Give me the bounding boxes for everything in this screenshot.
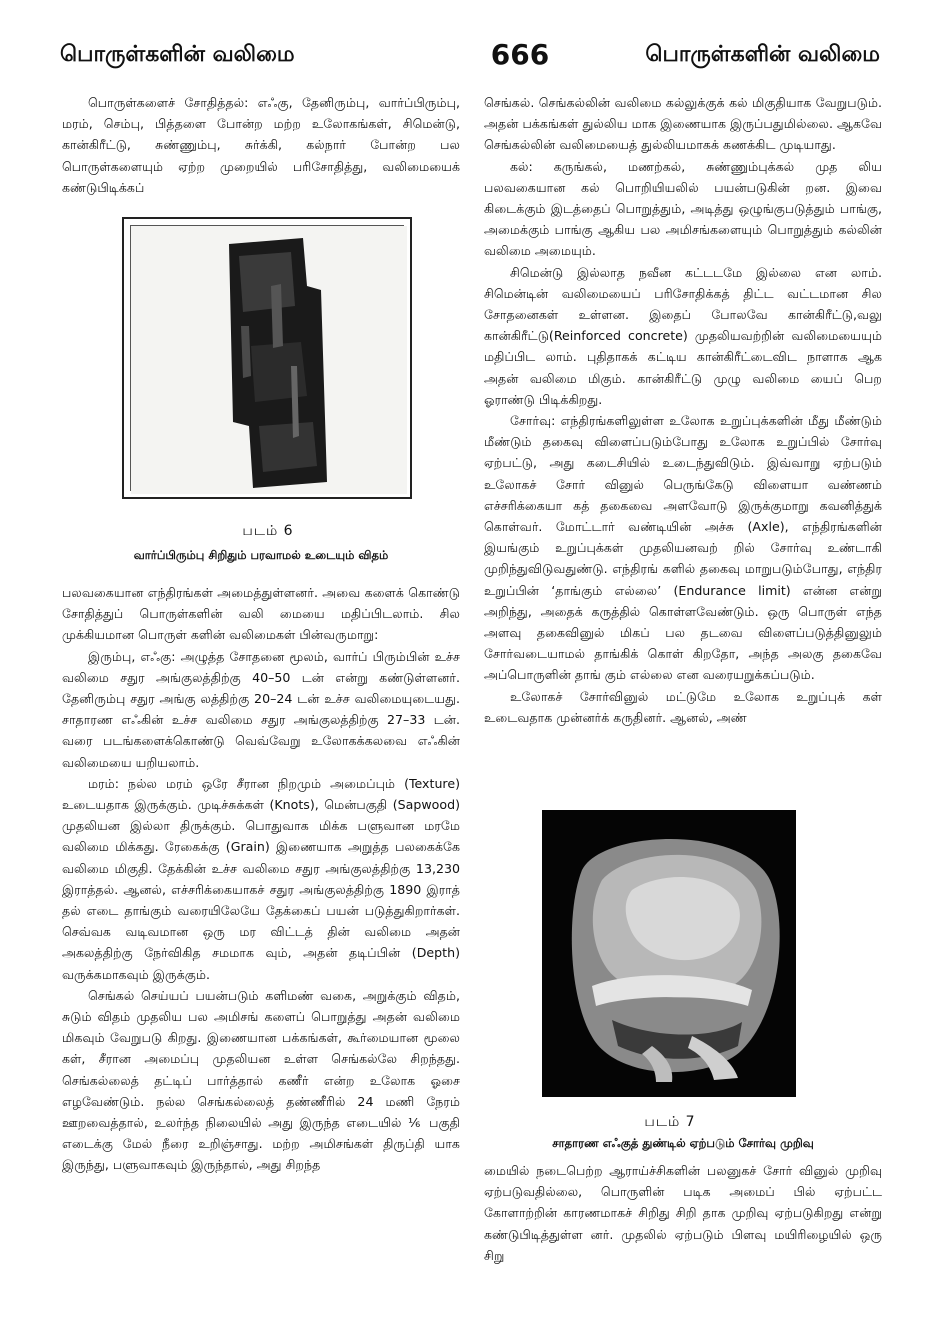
paragraph: சோர்வு: எந்திரங்களிலுள்ள உலோக உறுப்புக்களின் மீது மீண்டும் மீண்டும் தகைவு விளைப்படும்போது உலோக உறுப்பில் சோர்வு ஏற்பட்டு, அது கடைசியில் உடைந்துவிடும். இவ்வாறு ஏற்படும் உலோகச் சோர் வினுல் பெருங்கேடு விளையா வண்ணம் எச்சரிக்கையா கத் தகைவை அளவோடு இருக்குமாறு கவனித்துக் கொள்வர். மோட்டார் வண்டியின் அச்சு (Axle), எந்திரங்களின் இயங்கும் உறுப்புக்கள் முதலியனவற் றில் சோர்வு உண்டாகி முறிந்துவிடுவதுண்டு. எந்திரங் களில் தகைவு மாறுபடும்போது, எந்திர உறுப்பின் ‘தாங்கும் எல்லை’ (Endurance limit) என்ன என்று அறிந்து, அதைக் கருத்தில் கொள்ளவேண்டும். ஒரு பொருள் எந்த அளவு தகைவினுல் மிகப் பல தடவை விளைப்படுத்தினுலும் சோர்வடையாமல் தாங்கிக் கொள் கிறதோ, அந்த அலகு தகைவே அப்பொருளின் தாங் கும் எல்லை என வரையறுக்கப்படும். bbox=[484, 413, 882, 683]
left-column-top bbox=[62, 92, 460, 198]
figure-number: படம் 7 bbox=[644, 1114, 696, 1130]
header-right-title: பொருள்களின் வலிமை bbox=[645, 42, 880, 67]
paragraph: செங்கல் செய்யப் பயன்படும் களிமண் வகை, அறுக்கும் விதம், சுடும் விதம் முதலிய பல அமிசங் களைப் பொறுத்து அதன் வலிமை மிகவும் வேறுபடு கிறது. இணையான பக்கங்கள், கூர்மையான மூலை கள், சீரான அமைப்பு முதலியன உள்ள செங்கல்லே சிறந்தது. செங்கல்லைத் தட்டிப் பார்த்தால் கணீர் என்ற உலோக ஓசை எழவேண்டும். நல்ல செங்கல்லைத் தண்ணீரில் 24 மணி நேரம் ஊறவைத்தால், உலர்ந்த நிலையில் அது இருந்த எடையில் ⅙ பகுதி எடைக்கு மேல் நீரை உறிஞ்சாது. மற்ற அமிசங்கள் திருப்தி யாக இருந்து, பளுவாகவும் இருந்தால், அது சிறந்த bbox=[62, 987, 460, 1173]
right-column-bottom bbox=[484, 1160, 882, 1266]
figure-number: படம் 6 bbox=[242, 523, 294, 539]
paragraph: மரம்: நல்ல மரம் ஒரே சீரான நிறமும் அமைப்பும் (Texture) உடையதாக இருக்கும். முடிச்சுக்கள் (Knots), மென்பகுதி (Sapwood) முதலியன இல்லா திருக்கும். பொதுவாக மிக்க பளுவான மரமே வலிமை மிக்கது. ரேகைக்கு (Grain) இணையாக அறுத்த பலகைக்கே வலிமை மிகுதி. தேக்கின் உச்ச வலிமை சதுர அங்குலத்திற்கு 13,230 இராத்தல். ஆனல், எச்சரிக்கையாகச் சதுர அங்குலத்திற்கு 1890 இராத் தல் எடை தாங்கும் வரையிலேயே தேக்கைப் பயன் படுத்துகிறார்கள். செவ்வக வடிவமான ஒரு மர விட்டத் தின் வலிமை அதன் அகலத்திற்கு நேர்விகித சமமாக வும், அதன் தடிப்பின் (Depth) வருக்கமாகவும் இருக்கும். bbox=[62, 775, 460, 982]
paragraph: செங்கல். செங்கல்லின் வலிமை கல்லுக்குக் கல் மிகுதியாக வேறுபடும். அதன் பக்கங்கள் துல்லிய மாக இணையாக இருப்பதுமில்லை. ஆகவே செங்கல்லின் வலிமையைத் துல்லியமாகக் கணக்கிட முடியாது. bbox=[484, 95, 882, 153]
figure-fatigue-fracture-photo bbox=[542, 810, 796, 1097]
left-column-bottom bbox=[62, 582, 460, 1176]
figure-cast-iron-photo bbox=[122, 217, 412, 499]
paragraph: உலோகச் சோர்வினுல் மட்டுமே உலோக உறுப்புக் கள் உடைவதாக முன்னர்க் கருதினர். ஆனல், அண் bbox=[484, 688, 882, 725]
paragraph: பொருள்களைச் சோதித்தல்: எஃகு, தேனிரும்பு, வார்ப்பிரும்பு, மரம், செம்பு, பித்தளை போன்ற மற்ற உலோகங்கள், சிமென்டு, கான்கிரீட்டு, சுண்ணும்பு, சுர்க்கி, கல்நார் போன்ற பல பொருள்களையும் ஏற்ற முறையில் பரிசோதித்து, வலிமையைக் கண்டுபிடிக்கப் bbox=[62, 95, 460, 195]
figure-caption: சாதாரண எஃகுத் துண்டில் ஏற்படும் சோர்வு முறிவு bbox=[552, 1136, 814, 1150]
paragraph: இரும்பு, எஃகு: அழுத்த சோதனை மூலம், வார்ப் பிரும்பின் உச்ச வலிமை சதுர அங்குலத்திற்கு 40–50 டன் என்று கண்டுள்ளனர். தேனிரும்பு சதுர அங்கு லத்திற்கு 20–24 டன் உச்ச வலிமையுடையது. சாதாரண எஃகின் உச்ச வலிமை சதுர அங்குலத்திற்கு 27–33 டன். வரை படங்களைக்கொண்டு வெவ்வேறு உலோகக்கலவை எஃகின் வலிமையை யறியலாம். bbox=[62, 648, 460, 770]
running-header bbox=[60, 38, 880, 82]
cast-iron-fracture-image bbox=[131, 226, 407, 494]
paragraph: மையில் நடைபெற்ற ஆராய்ச்சிகளின் பலனுகச் சோர் வினுல் முறிவு ஏற்படுவதில்லை, பொருளின் படிக அமைப் பில் ஏற்பட்ட கோளாற்றின் காரணமாகச் சிறிது சிறி தாக முறிவு ஏற்படுகிறது என்று கண்டுபிடித்துள்ள னர். முதலில் ஏற்படும் பிளவு மயிரிழையில் ஒரு சிறு bbox=[484, 1163, 882, 1263]
header-left-title: பொருள்களின் வலிமை bbox=[60, 42, 295, 67]
figure-caption: வார்ப்பிரும்பு சிறிதும் பரவாமல் உடையும் விதம் bbox=[133, 548, 389, 562]
right-column-top bbox=[484, 92, 882, 728]
page-number: 666 bbox=[490, 38, 550, 71]
paragraph: சிமென்டு இல்லாத நவீன கட்டடமே இல்லை என லாம். சிமென்டின் வலிமையைப் பரிசோதிக்கத் திட்ட வட்டமான சில சோதனைகள் உள்ளன. இதைப் போலவே கான்கிரீட்டு,வலு கான்கிரீட்டு(Reinforced concrete) முதலியவற்றின் வலிமையையும் மதிப்பிட லாம். புதிதாகக் கட்டிய கான்கிரீட்டைவிட நாளாக ஆக அதன் வலிமை மிகும். கான்கிரீட்டு முழு வலிமை யைப் பெற ஓராண்டு பிடிக்கிறது. bbox=[484, 264, 882, 407]
paragraph: பலவகையான எந்திரங்கள் அமைத்துள்ளனர். அவை களைக் கொண்டு சோதித்துப் பொருள்களின் வலி மையை மதிப்பிடலாம். சில முக்கியமான பொருள் களின் வலிமைகள் பின்வருமாறு: bbox=[62, 585, 460, 643]
fatigue-fracture-image bbox=[542, 810, 796, 1097]
figure-frame bbox=[130, 225, 404, 491]
paragraph: கல்: கருங்கல், மணற்கல், சுண்ணும்புக்கல் முத லிய பலவகையான கல் பொறியியலில் பயன்படுகின் றன. இவை கிடைக்கும் இடத்தைப் பொறுத்தும், அடித்து ஒழுங்குபடுத்தும் பாங்கு, அமைக்கும் பாங்கு ஆகிய பல அமிசங்களையும் பொறுத்தும் கல்லின் வலிமை அமையும். bbox=[484, 158, 882, 259]
